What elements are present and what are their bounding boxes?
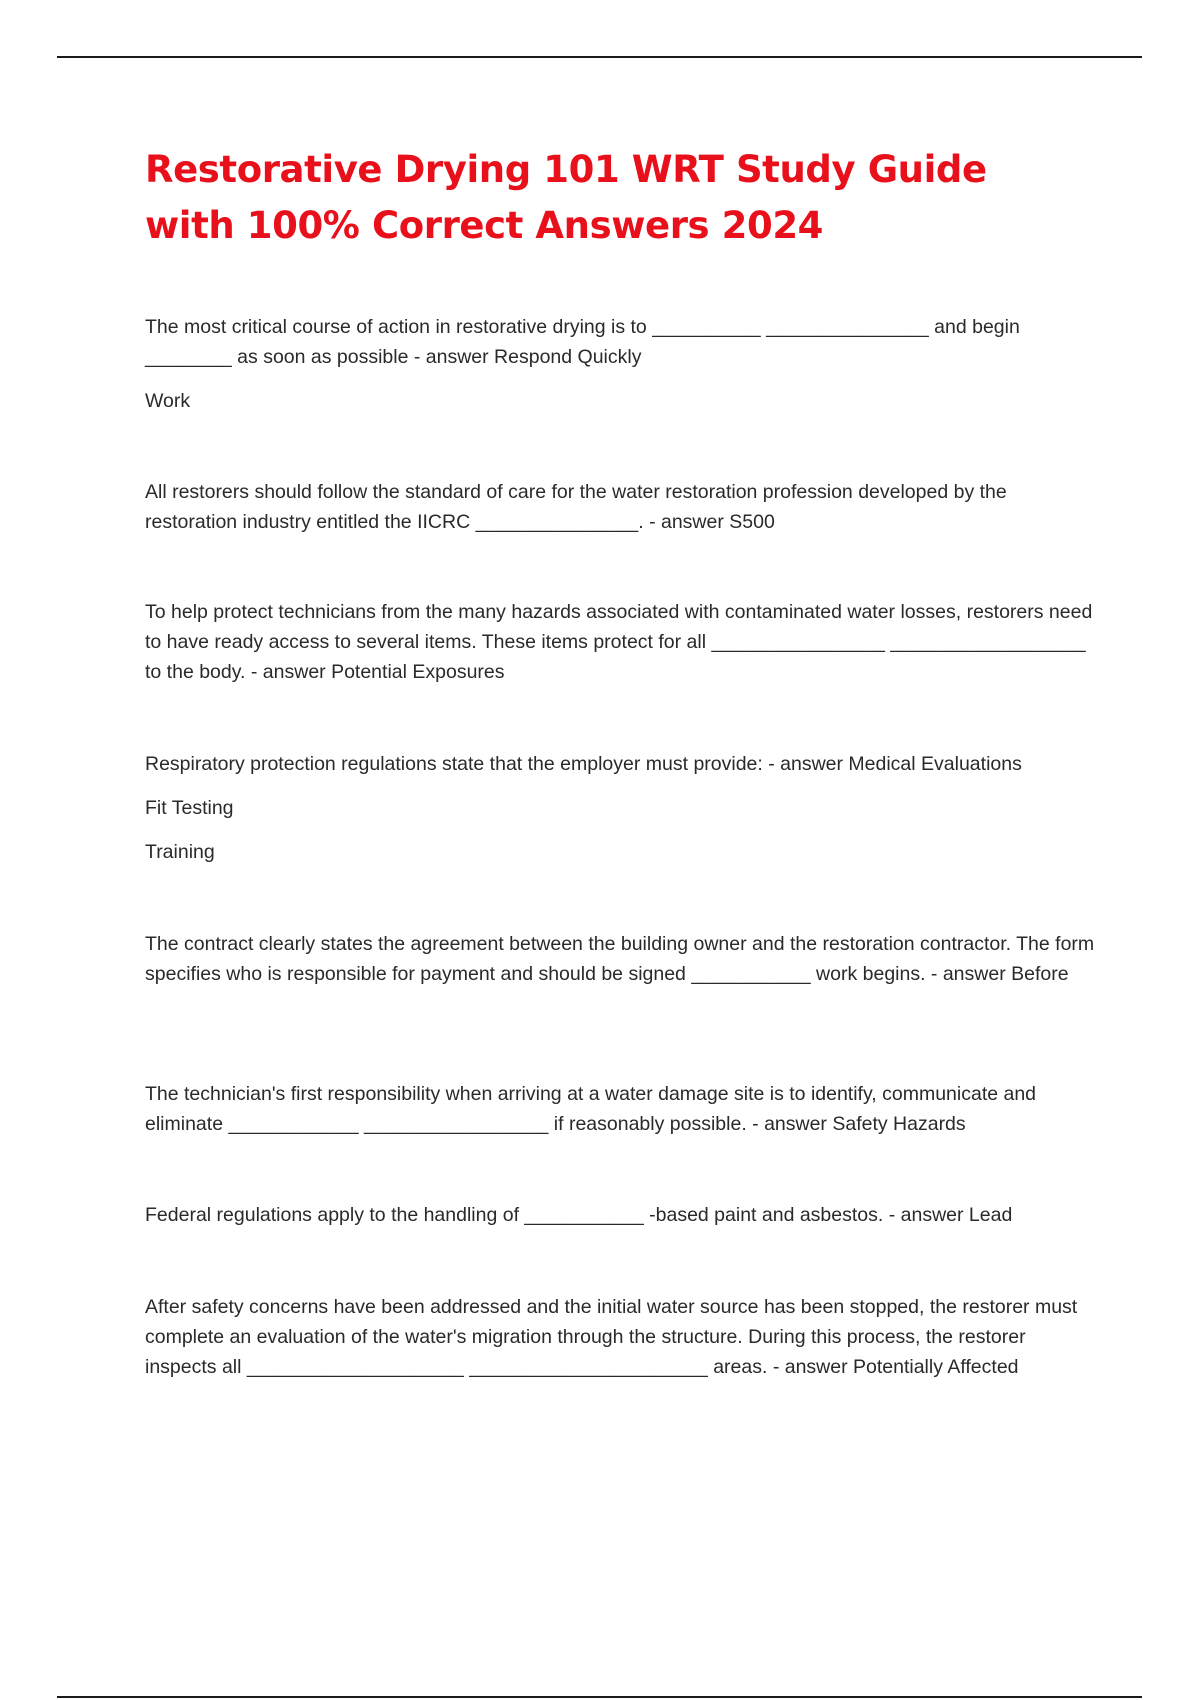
qa-item-6 — [145, 1079, 1095, 1139]
qa-answer-continued: Fit Testing — [145, 797, 234, 819]
qa-answer-continued: Work — [145, 390, 191, 412]
qa-question-answer: The most critical course of action in restorative drying is to __________ _______________ and begin ________ as soon as possible - answer Respond Quickly — [145, 316, 1020, 368]
qa-question-answer: The technician's first responsibility when arriving at a water damage site is to identify, communicate and eliminate ____________ _________________ if reasonably possible. - answer Safety Hazards — [145, 1083, 1037, 1135]
qa-item-1 — [145, 312, 1095, 416]
qa-question-answer: The contract clearly states the agreement between the building owner and the restoration contractor. The form specifies who is responsible for payment and should be signed ___________ work begins. - answer Before — [145, 933, 1095, 985]
qa-question-answer: Federal regulations apply to the handling of ___________ -based paint and asbestos. - answer Lead — [145, 1204, 1013, 1226]
qa-item-4 — [145, 749, 1095, 867]
qa-question-answer: Respiratory protection regulations state that the employer must provide: - answer Medical Evaluations — [145, 753, 1022, 775]
qa-question-answer: To help protect technicians from the many hazards associated with contaminated water losses, restorers need to have ready access to several items. These items protect for all ________________ __________________ to the body. - answer Potential Exposures — [145, 601, 1093, 683]
qa-item-2 — [145, 477, 1095, 537]
top-divider — [57, 56, 1142, 58]
document-title: Restorative Drying 101 WRT Study Guide with 100% Correct Answers 2024 — [145, 148, 987, 247]
qa-item-8 — [145, 1292, 1095, 1382]
qa-item-5 — [145, 929, 1095, 989]
qa-item-3 — [145, 597, 1095, 687]
bottom-divider — [57, 1696, 1142, 1698]
qa-question-answer: All restorers should follow the standard of care for the water restoration profession developed by the restoration industry entitled the IICRC _______________. - answer S500 — [145, 481, 1007, 533]
qa-answer-continued: Training — [145, 841, 215, 863]
qa-question-answer: After safety concerns have been addressed and the initial water source has been stopped, the restorer must complete an evaluation of the water's migration through the structure. During this process, the restorer inspects all ____________________ ______________________ areas. - answer Potentially Affected — [145, 1296, 1078, 1378]
qa-item-7 — [145, 1200, 1095, 1230]
